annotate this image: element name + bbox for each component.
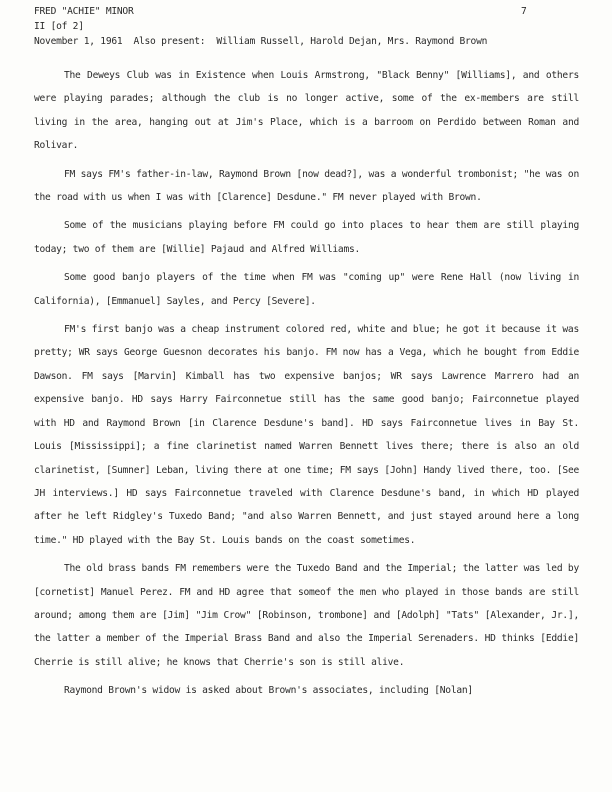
interview-date-participants: November 1, 1961 Also present: William Russell, Harold Dejan, Mrs. Raymond Brown <box>34 36 488 47</box>
transcript-body <box>34 64 579 708</box>
paragraph-raymond-brown: FM says FM's father-in-law, Raymond Brown [now dead?], was a wonderful trombonist; "he was on the road with us when I was with [Clarence] Desdune." FM never played with Brown. <box>34 168 579 204</box>
interview-subject: FRED "ACHIE" MINOR <box>34 6 134 17</box>
paragraph-brass-bands: The old brass bands FM remembers were the Tuxedo Band and the Imperial; the latter was led by [cornetist] Manuel Perez. FM and HD agree that someof the men who played in those bands are still around; among them are [Jim] "Jim Crow" [Robinson, trombone] and [Adolph] "Tats" [Alexander, Jr.], the latter a member of the Imperial Brass Band and also the Imperial Serenaders. HD thinks [Eddie] Cherrie is still alive; he knows that Cherrie's son is still alive. <box>34 563 579 668</box>
paragraph-musicians: Some of the musicians playing before FM could go into places to hear them are still playing today; two of them are [Willie] Pajaud and Alfred Williams. <box>34 220 579 255</box>
reel-number: II [of 2] <box>34 21 84 32</box>
paragraph-widow: Raymond Brown's widow is asked about Brown's associates, including [Nolan] <box>64 685 473 697</box>
paragraph-banjo-players: Some good banjo players of the time when FM was "coming up" were Rene Hall (now living in California), [Emmanuel] Sayles, and Percy [Severe]. <box>34 272 579 307</box>
page-number: 7 <box>521 6 527 17</box>
paragraph-first-banjo: FM's first banjo was a cheap instrument colored red, white and blue; he got it because it was pretty; WR says George Guesnon decorates his banjo. FM now has a Vega, which he bought from Eddie Dawson. FM says [Marvin] Kimball has two expensive banjos; WR says Lawrence Marrero had an expensive banjo. HD says Harry Fairconnetue still has the same good banjo; Fairconnetue played with HD and Raymond Brown [in Clarence Desdune's band]. HD says Fairconnetue lives in Bay St. Louis [Mississippi]; a fine clarinetist named Warren Bennett lives there; there is also an old clarinetist, [Sumner] Leban, living there at one time; FM says [John] Handy lived there, too. [See JH interviews.] HD says Fairconnetue traveled with Clarence Desdune's band, in which HD played after he left Ridgley's Tuxedo Band; "and also Warren Bennett, and just stayed around here a long time." HD played with the Bay St. Louis bands on the coast sometimes. <box>34 324 579 546</box>
paragraph-deweys-club: The Deweys Club was in Existence when Louis Armstrong, "Black Benny" [Williams], and others were playing parades; although the club is no longer active, some of the ex-members are still living in the area, hanging out at Jim's Place, which is a barroom on Perdido between Roman and Rolivar. <box>34 70 579 152</box>
